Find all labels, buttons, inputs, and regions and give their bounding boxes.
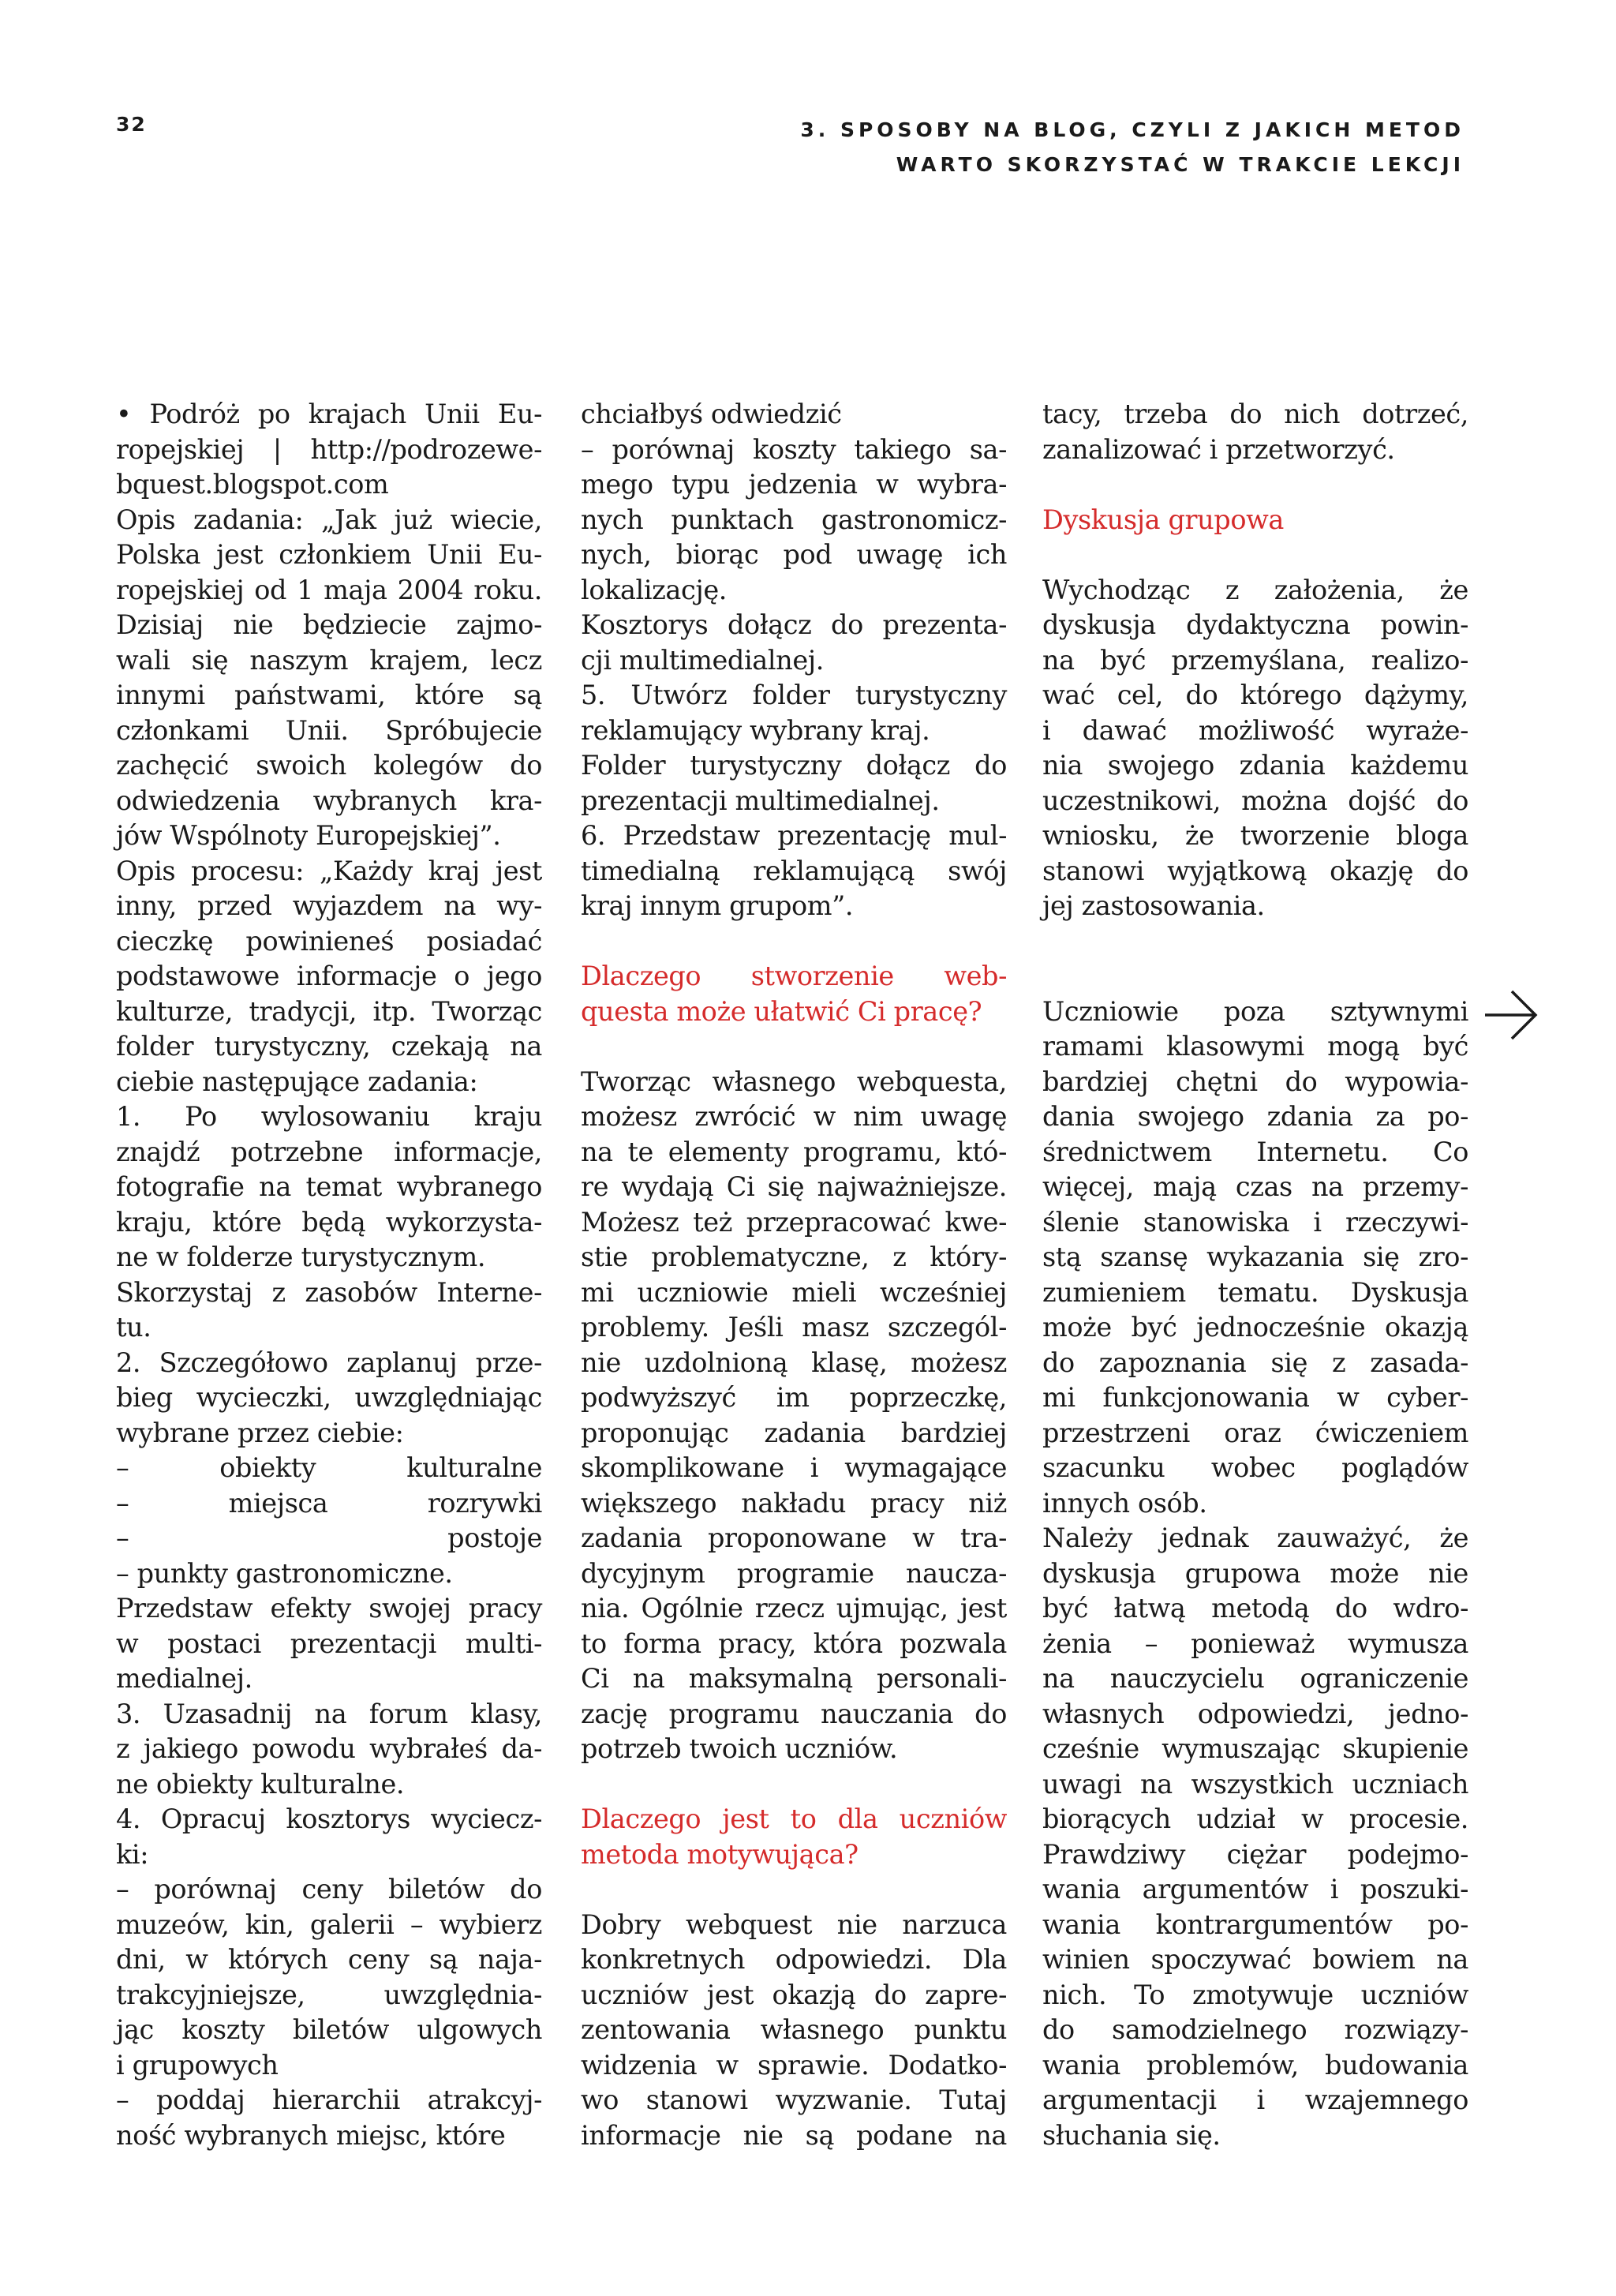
text-line: własnych odpowiedzi, jedno-: [1042, 1698, 1468, 1729]
text-line: stie problematyczne, z który-: [581, 1242, 1007, 1272]
text-line: biorących udział w procesie.: [1042, 1803, 1468, 1834]
text-line: dyskusja grupowa może nie: [1042, 1557, 1468, 1589]
text-line: Prawdziwy ciężar podejmo-: [1042, 1838, 1468, 1870]
text-line: szacunku wobec poglądów: [1042, 1452, 1468, 1483]
text-line: ciebie następujące zadania:: [116, 1066, 478, 1097]
text-line: 3. Uzasadnij na forum klasy,: [116, 1698, 542, 1729]
text-line: zachęcić swoich kolegów do: [116, 750, 542, 781]
text-line: konkretnych odpowiedzi. Dla: [581, 1944, 1007, 1975]
text-line: – poddaj hierarchii atrakcyj-: [116, 2084, 542, 2115]
text-line: podstawowe informacje o jego: [116, 961, 542, 991]
arrow-right-icon: [1483, 989, 1539, 1041]
left-column-body: [116, 397, 542, 2153]
text-line: odwiedzenia wybranych kra-: [116, 785, 542, 816]
text-line: znajdź potrzebne informacje,: [116, 1136, 542, 1167]
text-line: cieczkę powinieneś posiadać: [116, 925, 542, 957]
text-line: mi uczniowie mieli wcześniej: [581, 1276, 1007, 1308]
text-line: metoda motywująca?: [581, 1838, 858, 1870]
text-line: winien spoczywać bowiem na: [1042, 1944, 1468, 1975]
text-line: ne w folderze turystycznym.: [116, 1242, 486, 1272]
text-line: nie uzdolnioną klasę, możesz: [581, 1347, 1007, 1378]
text-line: Dlaczego stworzenie web-: [581, 961, 1007, 991]
text-line: ślenie stanowiska i rzeczywi-: [1042, 1206, 1468, 1238]
text-line: cześnie wymuszając skupienie: [1042, 1733, 1468, 1764]
text-line: uwagi na wszystkich uczniach: [1042, 1768, 1468, 1800]
text-line: folder turystyczny, czekają na: [116, 1031, 542, 1062]
text-line: dni, w których ceny są naja-: [116, 1944, 542, 1975]
text-line: 5. Utwórz folder turystyczny: [581, 680, 1007, 710]
section-heading-group-discussion: Dyskusja grupowa: [1042, 504, 1284, 535]
text-line: wania problemów, budowania: [1042, 2049, 1468, 2081]
text-line: do zapoznania się z zasada-: [1042, 1347, 1468, 1378]
text-line: – miejsca rozrywki: [116, 1487, 542, 1519]
text-line: informacje nie są podane na: [581, 2119, 1007, 2151]
text-line: nia swojego zdania każdemu: [1042, 750, 1468, 781]
text-line: bardziej chętni do wypowia-: [1042, 1066, 1468, 1097]
running-header: [800, 113, 1464, 182]
text-line: Skorzystaj z zasobów Interne-: [116, 1276, 542, 1308]
text-line: Dobry webquest nie narzuca: [581, 1908, 1007, 1940]
middle-column: [581, 397, 1007, 2153]
text-line: 6. Przedstaw prezentację mul-: [581, 820, 1007, 851]
text-line: nych punktach gastronomicz-: [581, 504, 1007, 535]
text-line: Tworząc własnego webquesta,: [581, 1066, 1007, 1097]
text-line: ramami klasowymi mogą być: [1042, 1031, 1468, 1062]
text-line: stanowi wyjątkową okazję do: [1042, 855, 1468, 886]
right-column: [1042, 397, 1468, 2153]
text-line: proponując zadania bardziej: [581, 1417, 1007, 1448]
text-line: – punkty gastronomiczne.: [116, 1557, 453, 1589]
text-line: skomplikowane i wymagające: [581, 1452, 1007, 1483]
text-line: timedialną reklamującą swój: [581, 855, 1007, 886]
text-line: potrzeb twoich uczniów.: [581, 1733, 898, 1764]
text-line: z jakiego powodu wybrałeś da-: [116, 1733, 542, 1764]
text-line: 2. Szczegółowo zaplanuj prze-: [116, 1347, 542, 1378]
text-line: wo stanowi wyzwanie. Tutaj: [581, 2084, 1007, 2115]
text-line: kraju, które będą wykorzysta-: [116, 1206, 542, 1238]
text-line: jej zastosowania.: [1042, 890, 1265, 921]
text-line: zację programu nauczania do: [581, 1698, 1007, 1729]
section-heading-motivation: [581, 1802, 1007, 1872]
left-column: [116, 397, 542, 2153]
text-line: wać cel, do którego dążymy,: [1042, 680, 1468, 710]
text-line: Dlaczego jest to dla uczniów: [581, 1803, 1007, 1834]
text-line: Opis procesu: „Każdy kraj jest: [116, 855, 542, 886]
text-line: – porównaj koszty takiego sa-: [581, 433, 1007, 465]
text-line: tacy, trzeba do nich dotrzeć,: [1042, 399, 1468, 429]
right-column-body-b: [1042, 573, 1468, 924]
text-line: i dawać możliwość wyraże-: [1042, 714, 1468, 746]
text-line: ki:: [116, 1838, 149, 1870]
text-line: kraj innym grupom”.: [581, 890, 854, 921]
text-line: muzeów, kin, galerii – wybierz: [116, 1908, 542, 1940]
text-line: – obiekty kulturalne: [116, 1452, 542, 1483]
text-line: cji multimedialnej.: [581, 644, 825, 676]
text-line: re wydają Ci się najważniejsze.: [581, 1171, 1007, 1202]
text-line: nych, biorąc pod uwagę ich: [581, 539, 1007, 570]
text-line: innymi państwami, które są: [116, 680, 542, 710]
text-line: nich. To zmotywuje uczniów: [1042, 1979, 1468, 2010]
middle-column-body-b: [581, 1065, 1007, 1767]
text-line: członkami Unii. Spróbujecie: [116, 714, 542, 746]
text-line: dyskusja dydaktyczna powin-: [1042, 609, 1468, 640]
text-line: zanalizować i przetworzyć.: [1042, 433, 1395, 465]
text-line: widzenia w sprawie. Dodatko-: [581, 2049, 1007, 2081]
text-line: mego typu jedzenia w wybra-: [581, 469, 1007, 500]
text-line: uczniów jest okazją do zapre-: [581, 1979, 1007, 2010]
text-line: tu.: [116, 1312, 152, 1343]
text-line: zumieniem tematu. Dyskusja: [1042, 1276, 1468, 1308]
text-line: wniosku, że tworzenie bloga: [1042, 820, 1468, 851]
text-line: większego nakładu pracy niż: [581, 1487, 1007, 1519]
text-line: Przedstaw efekty swojej pracy: [116, 1593, 542, 1624]
text-line: Wychodząc z założenia, że: [1042, 574, 1468, 605]
right-column-body-c: [1042, 994, 1468, 2154]
text-line: zentowania własnego punktu: [581, 2014, 1007, 2045]
text-line: słuchania się.: [1042, 2119, 1221, 2151]
text-line: bquest.blogspot.com: [116, 469, 389, 500]
text-line: bieg wycieczki, uwzględniając: [116, 1382, 542, 1413]
page-number: 32: [116, 113, 147, 136]
text-line: nia. Ogólnie rzecz ujmując, jest: [581, 1593, 1007, 1624]
text-line: wania kontrargumentów po-: [1042, 1908, 1468, 1940]
text-line: i grupowych: [116, 2049, 279, 2081]
text-line: stą szansę wykazania się zro-: [1042, 1242, 1468, 1272]
text-line: może być jednocześnie okazją: [1042, 1312, 1468, 1343]
text-line: wybrane przez ciebie:: [116, 1417, 404, 1448]
right-column-body-a: [1042, 397, 1468, 467]
text-line: prezentacji multimedialnej.: [581, 785, 940, 816]
text-line: innych osób.: [1042, 1487, 1207, 1519]
text-line: zadania proponowane w tra-: [581, 1523, 1007, 1553]
text-line: 4. Opracuj kosztorys wyciecz-: [116, 1803, 542, 1834]
text-line: przestrzeni oraz ćwiczeniem: [1042, 1417, 1468, 1448]
text-line: średnictwem Internetu. Co: [1042, 1136, 1468, 1167]
text-line: Należy jednak zauważyć, że: [1042, 1523, 1468, 1553]
text-line: ność wybranych miejsc, które: [116, 2119, 506, 2151]
text-line: – postoje: [116, 1523, 542, 1553]
text-line: na nauczycielu ograniczenie: [1042, 1663, 1468, 1694]
text-line: możesz zwrócić w nim uwagę: [581, 1101, 1007, 1132]
text-line: medialnej.: [116, 1663, 252, 1694]
text-line: żenia – ponieważ wymusza: [1042, 1627, 1468, 1659]
text-line: ropejskiej od 1 maja 2004 roku.: [116, 574, 542, 605]
text-line: 1. Po wylosowaniu kraju: [116, 1101, 542, 1132]
text-line: • Podróż po krajach Unii Eu-: [116, 399, 542, 429]
text-line: argumentacji i wzajemnego: [1042, 2084, 1468, 2115]
middle-column-body-c: [581, 1908, 1007, 2154]
text-line: dania swojego zdania za po-: [1042, 1101, 1468, 1132]
chapter-title-line-1: 3. SPOSOBY NA BLOG, CZYLI Z JAKICH METOD: [800, 118, 1464, 141]
text-line: Dzisiaj nie będziecie zajmo-: [116, 609, 542, 640]
text-line: kulturze, tradycji, itp. Tworząc: [116, 995, 542, 1027]
text-line: ne obiekty kulturalne.: [116, 1768, 405, 1800]
text-line: Ci na maksymalną personali-: [581, 1663, 1007, 1694]
text-line: Uczniowie poza sztywnymi: [1042, 995, 1468, 1027]
text-line: podwyższyć im poprzeczkę,: [581, 1382, 1007, 1413]
text-line: dycyjnym programie naucza-: [581, 1557, 1007, 1589]
text-line: do samodzielnego rozwiązy-: [1042, 2014, 1468, 2045]
text-line: reklamujący wybrany kraj.: [581, 714, 930, 746]
text-line: to forma pracy, która pozwala: [581, 1627, 1007, 1659]
text-line: wania argumentów i poszuki-: [1042, 1874, 1468, 1905]
text-line: Folder turystyczny dołącz do: [581, 750, 1007, 781]
chapter-title-line-2: WARTO SKORZYSTAĆ W TRAKCIE LEKCJI: [896, 153, 1464, 176]
text-line: więcej, mają czas na przemy-: [1042, 1171, 1468, 1202]
text-line: questa może ułatwić Ci pracę?: [581, 995, 982, 1027]
text-line: ropejskiej | http://podrozewe-: [116, 433, 542, 465]
text-line: mi funkcjonowania w cyber-: [1042, 1382, 1468, 1413]
text-line: problemy. Jeśli masz szczegól-: [581, 1312, 1007, 1343]
text-line: trakcyjniejsze, uwzględnia-: [116, 1979, 542, 2010]
text-line: Możesz też przepracować kwe-: [581, 1206, 1007, 1238]
text-line: jąc koszty biletów ulgowych: [116, 2014, 542, 2045]
section-heading-webquest-benefits: [581, 959, 1007, 1029]
text-line: być łatwą metodą do wdro-: [1042, 1593, 1468, 1624]
text-line: inny, przed wyjazdem na wy-: [116, 890, 542, 921]
text-line: lokalizację.: [581, 574, 728, 605]
text-line: uczestnikowi, można dojść do: [1042, 785, 1468, 816]
text-line: Opis zadania: „Jak już wiecie,: [116, 504, 542, 535]
text-line: na te elementy programu, któ-: [581, 1136, 1007, 1167]
text-line: na być przemyślana, realizo-: [1042, 644, 1468, 676]
text-line: jów Wspólnoty Europejskiej”.: [116, 820, 501, 851]
text-line: w postaci prezentacji multi-: [116, 1627, 542, 1659]
middle-column-body-a: [581, 397, 1007, 924]
text-line: chciałbyś odwiedzić: [581, 399, 842, 429]
text-line: fotografie na temat wybranego: [116, 1171, 542, 1202]
text-line: – porównaj ceny biletów do: [116, 1874, 542, 1905]
text-line: Kosztorys dołącz do prezenta-: [581, 609, 1007, 640]
text-line: Polska jest członkiem Unii Eu-: [116, 539, 542, 570]
text-line: wali się naszym krajem, lecz: [116, 644, 542, 676]
